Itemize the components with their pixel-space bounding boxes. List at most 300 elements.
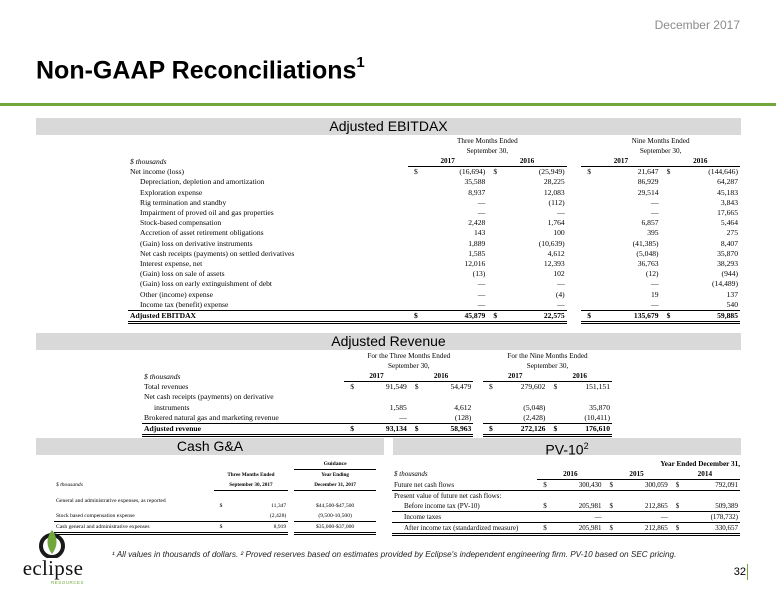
- row-label: (Gain) loss on sale of assets: [140, 269, 225, 279]
- date-label: December 2017: [654, 18, 740, 32]
- row-label: (Gain) loss on derivative instruments: [140, 238, 253, 248]
- cash-ga-total-label: Cash general and administrative expenses: [54, 521, 214, 533]
- dollar-sign: [487, 259, 501, 269]
- dollar-sign: $: [670, 480, 682, 491]
- column-gap: [567, 259, 581, 269]
- row-value: 5,464: [720, 218, 738, 228]
- dollar-sign: [487, 279, 501, 289]
- dollar-sign: [661, 289, 675, 299]
- dollar-sign: [581, 198, 595, 208]
- revenue-group1b: September 30,: [388, 362, 430, 371]
- ebitdax-row: [128, 249, 740, 259]
- cash-ga-col2a: Year Ending: [321, 472, 349, 478]
- dollar-sign: [661, 259, 675, 269]
- dollar-sign: [661, 228, 675, 238]
- revenue-group2b: September 30,: [526, 362, 569, 371]
- row-value: 86,929: [637, 177, 659, 187]
- row-value: 36,763: [637, 258, 659, 268]
- row-value: 11,347: [271, 502, 287, 509]
- row-value: 792,091: [681, 480, 740, 491]
- ebitdax-row: [128, 300, 740, 311]
- ebitdax-row: [128, 279, 740, 289]
- pv10-row-future-cash: [392, 480, 740, 491]
- dollar-sign: [487, 289, 501, 299]
- revenue-total-label: Adjusted revenue: [142, 423, 344, 435]
- cash-ga-row-sbc: [54, 511, 376, 522]
- revenue-row-derivatives: [142, 403, 612, 413]
- row-value: —: [557, 208, 565, 218]
- row-value: 300,430: [549, 480, 604, 491]
- eclipse-logo-text: eclipse: [22, 556, 84, 580]
- ebitdax-year: 2016: [661, 156, 740, 167]
- row-value: 12,083: [543, 187, 565, 197]
- dollar-sign: $: [413, 167, 418, 177]
- dollar-sign: $: [603, 480, 615, 491]
- revenue-row-total-revenues: [142, 382, 612, 393]
- row-value: —: [549, 512, 604, 523]
- row-value: (944): [721, 269, 738, 279]
- eclipse-logo: [12, 528, 94, 588]
- row-value: 28,225: [543, 177, 565, 187]
- row-value: 143: [473, 228, 486, 238]
- row-value: (41,385): [632, 238, 659, 248]
- row-value: —: [595, 300, 660, 311]
- row-value: (10,639): [538, 238, 565, 248]
- row-label: instruments: [154, 402, 190, 412]
- ebitdax-row: [128, 228, 740, 238]
- row-value: 12,016: [464, 258, 486, 268]
- row-value: (144,646): [708, 167, 738, 177]
- dollar-sign: [581, 289, 595, 299]
- dollar-sign: [661, 279, 675, 289]
- cash-ga-guidance: Guidance: [294, 459, 376, 470]
- revenue-row-brokered: [142, 413, 612, 424]
- row-value: (128): [421, 413, 474, 424]
- column-gap: [567, 239, 581, 249]
- cash-ga-total-value: $35,000-$37,000: [294, 521, 376, 533]
- dollar-sign: [487, 239, 501, 249]
- dollar-sign: [408, 289, 422, 299]
- row-value: (25,949): [538, 167, 565, 177]
- row-value: 8,407: [720, 238, 738, 248]
- row-value: $44,500-$47,500: [315, 502, 355, 509]
- pv10-year-row: [392, 469, 740, 480]
- ebitdax-row: [128, 269, 740, 279]
- row-value: —: [422, 300, 487, 311]
- row-label: Before income tax (PV-10): [392, 501, 537, 512]
- ebitdax-row: [128, 289, 740, 299]
- revenue-group-header-2: [142, 361, 612, 371]
- cash-ga-header-2: [54, 480, 376, 491]
- row-value: (16,694): [459, 167, 486, 177]
- revenue-row-derivatives-line1: [142, 392, 612, 402]
- ebitdax-row: [128, 188, 740, 198]
- row-value: 4,612: [454, 402, 472, 412]
- dollar-sign: [581, 208, 595, 218]
- page-number-rule: [747, 564, 748, 580]
- dollar-sign: [661, 239, 675, 249]
- revenue-total-row: [142, 423, 612, 435]
- row-label: Accretion of asset retirement obligations: [140, 228, 264, 238]
- row-value: 212,865: [615, 501, 670, 512]
- row-value: (4): [555, 289, 565, 299]
- revenue-group2: For the Nine Months Ended: [507, 352, 588, 361]
- row-value: 29,514: [637, 187, 659, 197]
- row-value: —: [356, 413, 409, 424]
- dollar-sign: [661, 198, 675, 208]
- row-label: General and administrative expenses, as reported: [56, 497, 166, 504]
- dollar-sign: $: [219, 502, 223, 509]
- row-label: Present value of future net cash flows:: [394, 492, 502, 501]
- dollar-sign: $: [214, 521, 225, 533]
- row-label: Stock based compensation expense: [54, 511, 214, 522]
- row-value: (5,048): [523, 402, 546, 412]
- dollar-sign: $: [537, 501, 549, 512]
- dollar-sign: [408, 279, 422, 289]
- revenue-section-bar: [36, 333, 741, 350]
- ebitdax-section-bar: [36, 118, 741, 135]
- row-value: 3,843: [720, 197, 738, 207]
- pv10-group: Year Ended December 31,: [660, 460, 740, 469]
- row-value: 137: [726, 289, 738, 299]
- row-value: (2,428): [224, 511, 288, 522]
- row-value: 212,865: [615, 523, 670, 535]
- ebitdax-total-value: 22,575: [502, 310, 567, 322]
- dollar-sign: $: [489, 382, 493, 392]
- pv10-year: 2016: [537, 469, 603, 480]
- revenue-group-header-1: [142, 351, 612, 361]
- ebitdax-group2: Nine Months Ended: [631, 137, 690, 146]
- dollar-sign: [408, 208, 422, 218]
- dollar-sign: [661, 218, 675, 228]
- row-label: (Gain) loss on early extinguishment of debt: [140, 279, 273, 289]
- revenue-year: 2017: [483, 371, 547, 382]
- row-label: Net income (loss): [130, 167, 184, 177]
- ebitdax-group1: Three Months Ended: [456, 137, 518, 146]
- dollar-sign: [581, 279, 595, 289]
- ebitdax-year-row: [128, 156, 740, 167]
- row-value: (13): [472, 269, 486, 279]
- row-value: 1,764: [547, 218, 565, 228]
- dollar-sign: [581, 228, 595, 238]
- row-label: Income tax (benefit) expense: [128, 300, 408, 311]
- row-value: (10,411): [559, 413, 612, 424]
- column-gap: [567, 208, 581, 218]
- dollar-sign: [408, 239, 422, 249]
- dollar-sign: $: [408, 310, 422, 322]
- row-label: Exploration expense: [140, 187, 203, 197]
- dollar-sign: $: [581, 310, 595, 322]
- row-value: —: [477, 197, 486, 207]
- dollar-sign: [581, 177, 595, 187]
- row-value: 6,857: [641, 218, 659, 228]
- row-value: 21,647: [637, 167, 659, 177]
- row-value: (12): [645, 269, 659, 279]
- dollar-sign: $: [483, 423, 495, 435]
- row-label: Other (income) expense: [140, 289, 213, 299]
- eclipse-logo-mark-icon: [32, 528, 72, 558]
- dollar-sign: [581, 300, 595, 311]
- column-gap: [567, 198, 581, 208]
- ebitdax-table: [128, 136, 740, 324]
- row-label: After income tax (standardized measure): [392, 523, 537, 535]
- row-value: 8,937: [468, 187, 486, 197]
- row-value: 91,549: [385, 382, 407, 392]
- column-gap: [567, 228, 581, 238]
- dollar-sign: $: [409, 423, 421, 435]
- ebitdax-total-label: Adjusted EBITDAX: [128, 310, 408, 322]
- column-gap: [567, 177, 581, 187]
- row-value: 279,602: [520, 382, 546, 392]
- row-label: Net cash receipts (payments) on settled derivatives: [140, 248, 295, 258]
- dollar-sign: [661, 177, 675, 187]
- dollar-sign: [408, 218, 422, 228]
- pv10-units: $ thousands: [394, 470, 428, 479]
- ebitdax-row: [128, 239, 740, 249]
- ebitdax-body: [128, 167, 740, 310]
- dollar-sign: [487, 218, 501, 228]
- row-label: Total revenues: [144, 382, 189, 392]
- row-value: 509,389: [681, 501, 740, 512]
- revenue-year-row: [142, 371, 612, 382]
- revenue-year: 2017: [344, 371, 409, 382]
- row-label: Rig termination and standby: [140, 197, 227, 207]
- page-number: 32: [733, 566, 746, 578]
- row-value: 330,657: [681, 523, 740, 535]
- revenue-total-value: 272,126: [495, 423, 548, 435]
- cash-ga-col2b: December 31, 2017: [294, 480, 376, 491]
- dollar-sign: [581, 218, 595, 228]
- dollar-sign: [408, 249, 422, 259]
- dollar-sign: [661, 269, 675, 279]
- row-value: —: [557, 279, 565, 289]
- column-gap: [567, 188, 581, 198]
- pv10-row-after-tax: [392, 523, 740, 535]
- row-label: Stock-based compensation: [140, 218, 222, 228]
- row-value: 4,612: [547, 248, 565, 258]
- row-value: —: [477, 208, 486, 218]
- revenue-total-value: 93,134: [356, 423, 409, 435]
- dollar-sign: [487, 177, 501, 187]
- row-value: 205,981: [549, 523, 604, 535]
- row-value: 395: [647, 228, 659, 238]
- row-value: 151,151: [585, 382, 610, 392]
- column-gap: [567, 300, 581, 311]
- dollar-sign: $: [603, 523, 615, 535]
- row-value: 35,870: [589, 402, 610, 412]
- cash-ga-header-1: [54, 470, 376, 481]
- dollar-sign: [487, 249, 501, 259]
- row-label: Depreciation, depletion and amortization: [140, 177, 265, 187]
- pv10-table: [392, 459, 740, 536]
- column-gap: [567, 167, 581, 178]
- row-label: Impairment of proved oil and gas properties: [140, 208, 274, 218]
- dollar-sign: $: [493, 167, 498, 177]
- row-value: 54,479: [450, 382, 472, 392]
- row-value: 38,293: [717, 258, 738, 268]
- column-gap: [567, 279, 581, 289]
- row-value: (178,732): [681, 512, 740, 523]
- pv10-row-income-taxes: [392, 512, 740, 523]
- row-value: 19: [650, 289, 659, 299]
- dollar-sign: [661, 300, 675, 311]
- ebitdax-row: [128, 167, 740, 178]
- row-value: —: [477, 279, 486, 289]
- row-value: 100: [553, 228, 565, 238]
- ebitdax-year: 2017: [581, 156, 660, 167]
- dollar-sign: [408, 300, 422, 311]
- title-text: Non-GAAP Reconciliations: [36, 56, 357, 85]
- cash-ga-total-value: 8,919: [224, 521, 288, 533]
- dollar-sign: $: [414, 382, 419, 392]
- dollar-sign: [408, 228, 422, 238]
- ebitdax-row: [128, 208, 740, 218]
- row-label: Income taxes: [392, 512, 537, 523]
- row-value: (5,048): [636, 248, 659, 258]
- cash-ga-section-title: Cash G&A: [176, 438, 244, 454]
- dollar-sign: $: [603, 501, 615, 512]
- eclipse-logo-subtext: RESOURCES: [50, 580, 84, 585]
- pv10-section-bar: [393, 438, 741, 458]
- dollar-sign: $: [537, 523, 549, 535]
- column-gap: [567, 269, 581, 279]
- dollar-sign: [408, 198, 422, 208]
- title-rule: [0, 103, 776, 106]
- column-gap: [567, 289, 581, 299]
- revenue-year: 2016: [409, 371, 474, 382]
- ebitdax-group-header-2: [128, 146, 740, 156]
- dollar-sign: $: [666, 167, 671, 177]
- column-gap: [567, 218, 581, 228]
- ebitdax-units: $ thousands: [130, 156, 167, 166]
- revenue-total-value: 58,963: [421, 423, 474, 435]
- dollar-sign: $: [670, 501, 682, 512]
- row-value: —: [650, 279, 659, 289]
- revenue-section-title: Adjusted Revenue: [331, 333, 446, 349]
- row-value: (14,489): [712, 279, 738, 289]
- title-superscript: 1: [356, 54, 365, 71]
- ebitdax-total-value: 59,885: [675, 310, 740, 322]
- row-value: 35,588: [464, 177, 486, 187]
- dollar-sign: $: [487, 310, 501, 322]
- row-value: 300,059: [615, 480, 670, 491]
- row-value: 45,183: [717, 187, 738, 197]
- row-value: 64,287: [717, 177, 738, 187]
- row-value: (2,428): [495, 413, 548, 424]
- dollar-sign: [661, 188, 675, 198]
- ebitdax-year: 2017: [408, 156, 487, 167]
- dollar-sign: [408, 177, 422, 187]
- pv10-row-before-tax: [392, 501, 740, 512]
- dollar-sign: $: [553, 382, 558, 392]
- dollar-sign: $: [344, 423, 356, 435]
- row-value: 2,428: [468, 218, 486, 228]
- row-value: (112): [548, 197, 565, 207]
- dollar-sign: [487, 300, 501, 311]
- dollar-sign: [661, 208, 675, 218]
- row-value: 35,870: [717, 248, 738, 258]
- pv10-year: 2014: [670, 469, 740, 480]
- cash-ga-units: $ thousands: [56, 482, 83, 489]
- dollar-sign: [581, 249, 595, 259]
- dollar-sign: [487, 208, 501, 218]
- dollar-sign: $: [587, 167, 591, 177]
- ebitdax-row: [128, 177, 740, 187]
- dollar-sign: [581, 269, 595, 279]
- row-value: 540: [675, 300, 740, 311]
- dollar-sign: [581, 259, 595, 269]
- row-value: —: [650, 208, 659, 218]
- ebitdax-total-value: 45,879: [422, 310, 487, 322]
- dollar-sign: [487, 188, 501, 198]
- pv10-year: 2015: [603, 469, 669, 480]
- revenue-year: 2016: [547, 371, 612, 382]
- row-value: (9,500-10,500): [294, 511, 376, 522]
- dollar-sign: [487, 269, 501, 279]
- row-label: Interest expense, net: [140, 258, 203, 268]
- row-value: 275: [726, 228, 738, 238]
- ebitdax-year: 2016: [487, 156, 566, 167]
- row-value: 17,665: [717, 208, 738, 218]
- cash-ga-total-row: [54, 521, 376, 533]
- revenue-total-value: 176,610: [559, 423, 612, 435]
- dollar-sign: [661, 249, 675, 259]
- row-value: 205,981: [549, 501, 604, 512]
- dollar-sign: $: [547, 423, 559, 435]
- pv10-section-superscript: 2: [583, 441, 589, 451]
- ebitdax-total-value: 135,679: [595, 310, 660, 322]
- cash-ga-section-bar: [36, 438, 384, 455]
- dollar-sign: [408, 259, 422, 269]
- row-label: Net cash receipts (payments) on derivative: [144, 392, 274, 402]
- ebitdax-section-title: Adjusted EBITDAX: [329, 118, 448, 134]
- revenue-units: $ thousands: [144, 371, 181, 381]
- row-label: Future net cash flows: [392, 480, 537, 491]
- ebitdax-row: [128, 198, 740, 208]
- row-value: —: [502, 300, 567, 311]
- dollar-sign: [487, 198, 501, 208]
- ebitdax-total-row: [128, 310, 740, 322]
- ebitdax-row: [128, 259, 740, 269]
- dollar-sign: $: [661, 310, 675, 322]
- pv10-section-title: PV-10: [545, 441, 584, 458]
- cash-ga-col1a: Three Months Ended: [227, 471, 275, 478]
- dollar-sign: [487, 228, 501, 238]
- row-value: 102: [553, 269, 565, 279]
- dollar-sign: $: [350, 382, 355, 392]
- dollar-sign: [581, 188, 595, 198]
- row-label: Brokered natural gas and marketing revenue: [142, 413, 344, 424]
- ebitdax-group-header-1: [128, 136, 740, 146]
- row-value: —: [477, 289, 486, 299]
- dollar-sign: [581, 239, 595, 249]
- page-title: [36, 56, 365, 85]
- row-value: —: [615, 512, 670, 523]
- ebitdax-row: [128, 218, 740, 228]
- ebitdax-group2b: September 30,: [639, 147, 682, 156]
- row-value: 1,585: [468, 248, 486, 258]
- footnote: ¹ All values in thousands of dollars. ² Proved reserves based on estimates provided by Eclipse's independent engineering firm. PV-10 based on SEC pricing.: [112, 550, 677, 559]
- dollar-sign: $: [670, 523, 682, 535]
- row-value: 1,889: [468, 238, 486, 248]
- dollar-sign: [408, 188, 422, 198]
- cash-ga-row-ga: [54, 491, 376, 511]
- cash-ga-table: [54, 459, 376, 535]
- revenue-table: [142, 351, 612, 437]
- row-value: 12,393: [543, 258, 565, 268]
- revenue-group1: For the Three Months Ended: [367, 352, 451, 361]
- row-value: 1,585: [389, 402, 407, 412]
